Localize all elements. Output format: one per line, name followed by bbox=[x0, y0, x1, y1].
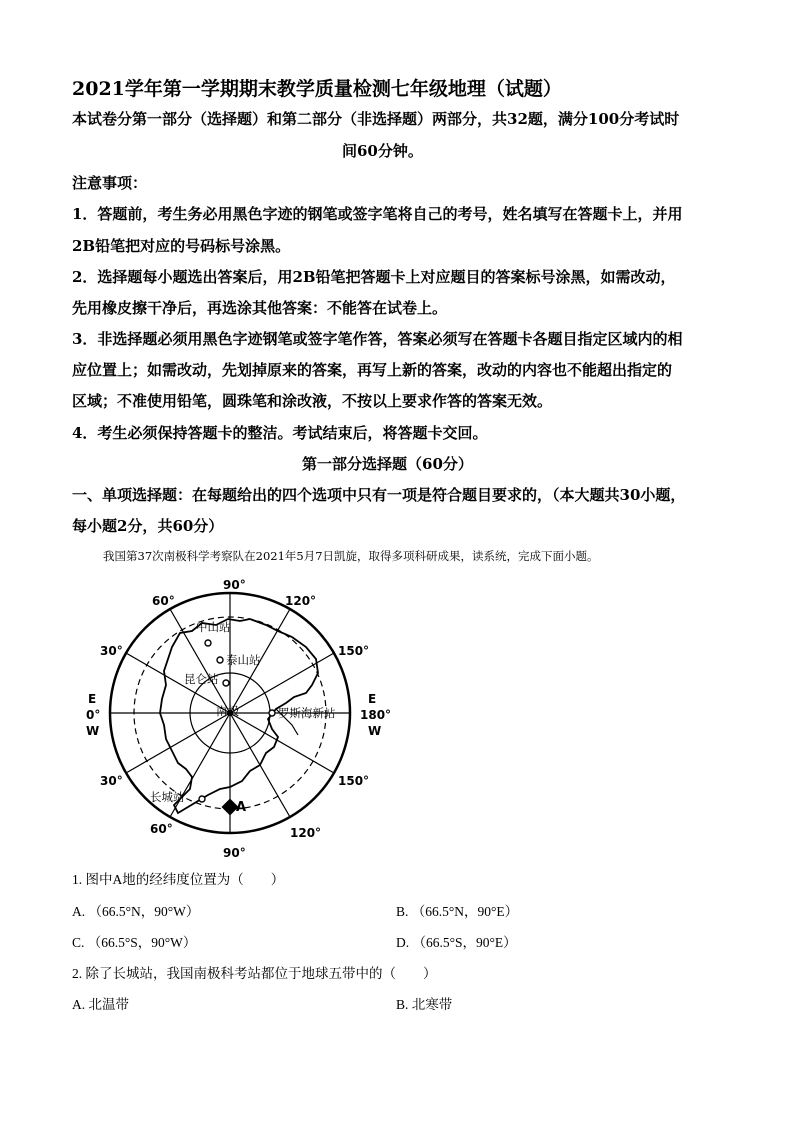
label-180-degree: 180° bbox=[360, 708, 392, 722]
label-point-a: A bbox=[236, 800, 247, 815]
question-1-option-a[interactable]: A. （66.5°N，90°W） bbox=[72, 904, 200, 919]
note-3c: 区域；不准使用铅笔，圆珠笔和涂改液，不按以上要求作答的答案无效。 bbox=[72, 392, 553, 410]
note-1b: 2B铅笔把对应的号码标号涂黑。 bbox=[72, 237, 291, 255]
label-120-top: 120° bbox=[285, 594, 317, 608]
question-1-stem: 1. 图中A地的经纬度位置为（ ） bbox=[72, 872, 285, 887]
label-bottom-90: 90° bbox=[223, 846, 246, 860]
label-120-bottom: 120° bbox=[290, 826, 322, 840]
label-south-pole: 南极 bbox=[216, 704, 239, 718]
label-30-bottom: 30° bbox=[100, 774, 123, 788]
section-instruction-b: 每小题2分，共60分） bbox=[72, 517, 224, 535]
question-2-option-a[interactable]: A. 北温带 bbox=[72, 997, 129, 1012]
label-30-top: 30° bbox=[100, 644, 123, 658]
label-60-bottom: 60° bbox=[150, 822, 173, 836]
note-3b: 应位置上；如需改动，先划掉原来的答案，再写上新的答案，改动的内容也不能超出指定的 bbox=[72, 361, 673, 379]
antarctica-polar-map bbox=[80, 575, 400, 860]
taishan-station-marker bbox=[217, 657, 223, 663]
note-2a: 2．选择题每小题选出答案后，用2B铅笔把答题卡上对应题目的答案标号涂黑，如需改动， bbox=[72, 268, 676, 286]
label-60-top: 60° bbox=[152, 594, 175, 608]
instructions-line1: 本试卷分第一部分（选择题）和第二部分（非选择题）两部分，共32题，满分100分考试时 bbox=[72, 110, 680, 128]
notes-heading: 注意事项： bbox=[72, 174, 148, 192]
note-4: 4．考生必须保持答题卡的整洁。考试结束后，将答题卡交回。 bbox=[72, 424, 488, 442]
label-zhongshan-station: 中山站 bbox=[196, 620, 231, 634]
label-west-right: W bbox=[368, 724, 382, 738]
zhongshan-station-marker bbox=[205, 640, 211, 646]
changcheng-station-marker bbox=[199, 796, 205, 802]
note-1a: 1．答题前，考生务必用黑色字迹的钢笔或签字笔将自己的考号，姓名填写在答题卡上，并用 bbox=[72, 205, 683, 223]
question-2-stem: 2. 除了长城站，我国南极科考站都位于地球五带中的（ ） bbox=[72, 966, 437, 981]
page-title: 2021学年第一学期期末教学质量检测七年级地理（试题） bbox=[72, 78, 562, 100]
label-east-left: E bbox=[88, 692, 97, 706]
section-instruction-a: 一、单项选择题：在每题给出的四个选项中只有一项是符合题目要求的，（本大题共30小题， bbox=[72, 486, 686, 504]
part1-heading: 第一部分选择题（60分） bbox=[302, 455, 473, 473]
luosi-station-marker bbox=[269, 710, 275, 716]
question-1-option-c[interactable]: C. （66.5°S，90°W） bbox=[72, 935, 197, 950]
kunlun-station-marker bbox=[223, 680, 229, 686]
question-intro: 我国第37次南极科学考察队在2021年5月7日凯旋，取得多项科研成果，读系统，完成下面小题。 bbox=[103, 549, 599, 563]
label-taishan-station: 泰山站 bbox=[226, 653, 261, 667]
label-top-90: 90° bbox=[223, 578, 246, 592]
label-luosi-station: 罗斯海新站 bbox=[278, 706, 336, 720]
question-1-option-b[interactable]: B. （66.5°N，90°E） bbox=[396, 904, 519, 919]
note-3a: 3．非选择题必须用黑色字迹钢笔或签字笔作答，答案必须写在答题卡各题目指定区域内的相 bbox=[72, 330, 683, 348]
label-east-right: E bbox=[368, 692, 377, 706]
label-west-left: W bbox=[86, 724, 100, 738]
label-150-bottom: 150° bbox=[338, 774, 370, 788]
instructions-line2: 间60分钟。 bbox=[342, 142, 423, 160]
label-changcheng-station: 长城站 bbox=[150, 790, 185, 804]
label-0-degree: 0° bbox=[86, 708, 101, 722]
question-1-option-d[interactable]: D. （66.5°S，90°E） bbox=[396, 935, 517, 950]
question-2-option-b[interactable]: B. 北寒带 bbox=[396, 997, 453, 1012]
note-2b: 先用橡皮擦干净后，再选涂其他答案：不能答在试卷上。 bbox=[72, 299, 448, 317]
label-kunlun-station: 昆仑站 bbox=[184, 672, 219, 686]
label-150-top: 150° bbox=[338, 644, 370, 658]
